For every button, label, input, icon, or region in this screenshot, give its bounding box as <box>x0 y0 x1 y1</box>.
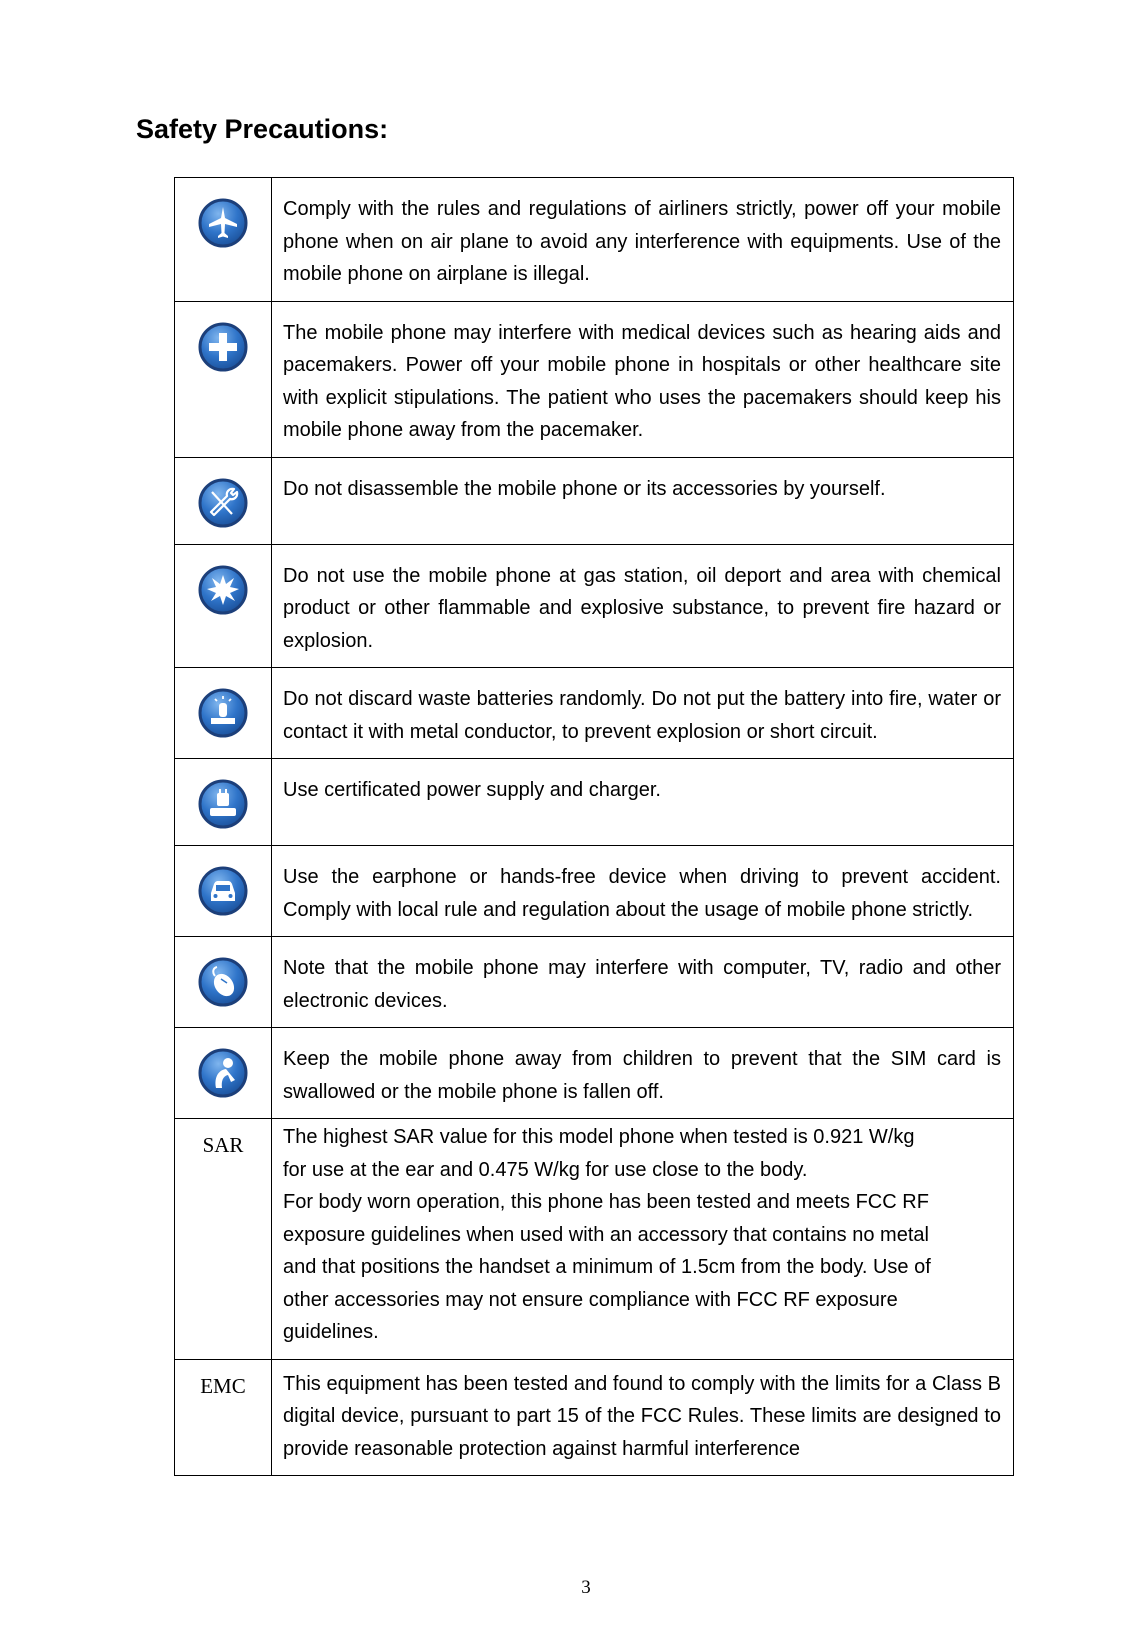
charger-icon <box>198 779 248 829</box>
table-row <box>175 457 1014 544</box>
emc-label: EMC <box>175 1359 272 1476</box>
table-row <box>175 178 1014 302</box>
page-number: 3 <box>581 1577 591 1598</box>
car-icon <box>198 866 248 916</box>
medical-cross-icon <box>198 322 248 372</box>
table-row <box>175 759 1014 846</box>
row-text: Use certificated power supply and charger. <box>272 759 1014 846</box>
row-text: Do not use the mobile phone at gas station, oil deport and area with chemical product or other flammable and explosive substance, to prevent fire hazard or explosion. <box>272 544 1014 668</box>
battery-disposal-icon <box>198 688 248 738</box>
child-icon <box>198 1048 248 1098</box>
sar-text: The highest SAR value for this model phone when tested is 0.921 W/kg for use at the ear and 0.475 W/kg for use close to the body. For body worn operation, this phone has been tested and meets FCC RF exposure guidelines when used with an accessory that contains no metal and that positions the handset a minimum of 1.5cm from the body. Use of other accessories may not ensure compliance with FCC RF exposure guidelines. <box>272 1119 1014 1360</box>
table-row <box>175 937 1014 1028</box>
page-title: Safety Precautions: <box>136 114 389 144</box>
row-text: Note that the mobile phone may interfere with computer, TV, radio and other electronic devices. <box>272 937 1014 1028</box>
airplane-icon <box>198 198 248 248</box>
row-text: Keep the mobile phone away from children to prevent that the SIM card is swallowed or the mobile phone is fallen off. <box>272 1028 1014 1119</box>
table-row <box>175 668 1014 759</box>
table-row <box>175 544 1014 668</box>
table-row <box>175 1028 1014 1119</box>
table-row <box>175 1359 1014 1476</box>
safety-table <box>174 177 1014 1476</box>
row-text: Do not discard waste batteries randomly. Do not put the battery into fire, water or contact it with metal conductor, to prevent explosion or short circuit. <box>272 668 1014 759</box>
wrench-icon <box>198 478 248 528</box>
row-text: The mobile phone may interfere with medical devices such as hearing aids and pacemakers. Power off your mobile phone in hospitals or other healthcare site with explicit stipulations. The patient who uses the pacemakers should keep his mobile phone away from the pacemaker. <box>272 301 1014 457</box>
electronic-device-icon <box>198 957 248 1007</box>
row-text: Do not disassemble the mobile phone or its accessories by yourself. <box>272 457 1014 544</box>
row-text: Comply with the rules and regulations of airliners strictly, power off your mobile phone when on air plane to avoid any interference with equipments. Use of the mobile phone on airplane is illegal. <box>272 178 1014 302</box>
table-row <box>175 846 1014 937</box>
emc-text: This equipment has been tested and found to comply with the limits for a Class B digital device, pursuant to part 15 of the FCC Rules. These limits are designed to provide reasonable protection against harmful interference <box>272 1359 1014 1476</box>
table-row <box>175 1119 1014 1360</box>
sar-label: SAR <box>175 1119 272 1360</box>
row-text: Use the earphone or hands-free device when driving to prevent accident. Comply with local rule and regulation about the usage of mobile phone strictly. <box>272 846 1014 937</box>
table-row <box>175 301 1014 457</box>
explosion-icon <box>198 565 248 615</box>
